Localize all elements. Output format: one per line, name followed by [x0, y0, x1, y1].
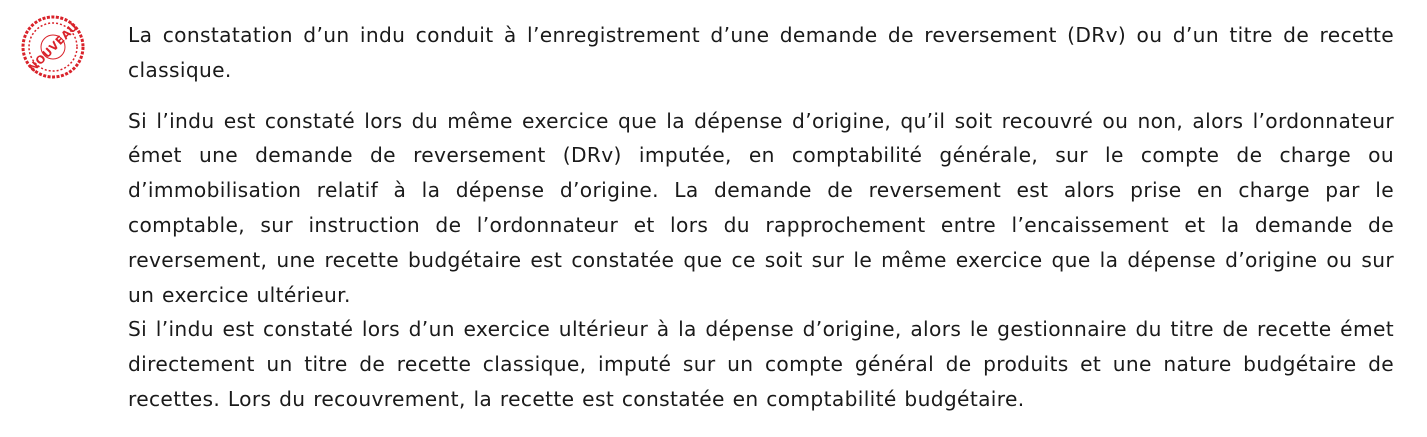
paragraph-later-exercise: Si l’indu est constaté lors d’un exercice ultérieur à la dépense d’origine, alors le gestionnaire du titre de recette émet directement un titre de recette classique, imputé sur un compte général de produits et une nature budgétaire de recettes. Lors du recouvrement, la recette est constatée en comptabilité budgétaire. — [128, 317, 1394, 411]
nouveau-stamp-icon — [18, 12, 88, 82]
document-body — [128, 18, 1394, 417]
paragraph-intro: La constatation d’un indu conduit à l’enregistrement d’une demande de reversement (DRv) ou d’un titre de recette classique. — [128, 23, 1394, 82]
stamp-label: NOUVEAU — [26, 20, 81, 75]
paragraph-same-exercise: Si l’indu est constaté lors du même exercice que la dépense d’origine, qu’il soit recouvré ou non, alors l’ordonnateur émet une demande de reversement (DRv) imputée, en comptabilité générale, sur le compte de charge ou d’immobilisation relatif à la dépense d’origine. La demande de reversement est alors prise en charge par le comptable, sur instruction de l’ordonnateur et lors du rapprochement entre l’encaissement et la demande de reversement, une recette budgétaire est constatée que ce soit sur le même exercice que la dépense d’origine ou sur un exercice ultérieur. — [128, 108, 1394, 307]
